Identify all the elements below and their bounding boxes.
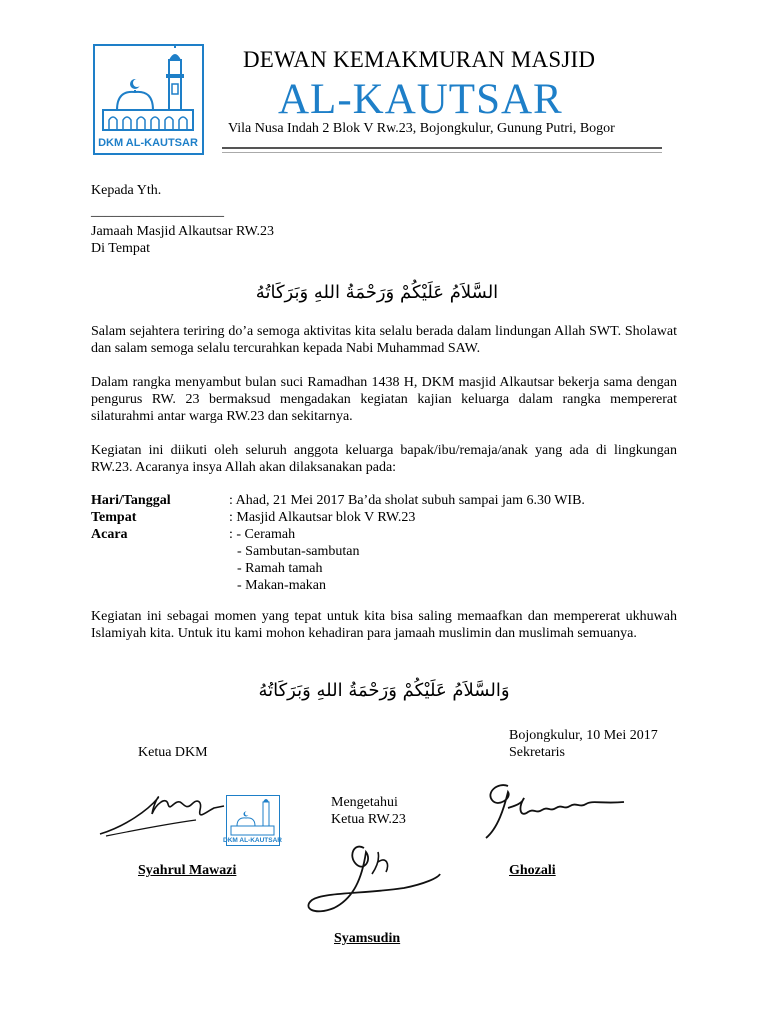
arabic-closing: وَالسَّلاَمُ عَلَيْكُمْ وَرَحْمَةُ اللهِ وَبَرَكَاتُهُ <box>258 680 510 701</box>
logo-caption: DKM AL-KAUTSAR <box>98 137 198 149</box>
paragraph-participants: Kegiatan ini diikuti oleh seluruh anggota keluarga bapak/ibu/remaja/anak yang ada di lingkungan RW.23. Acaranya insya Allah akan dilaksanakan pada: <box>91 443 677 475</box>
left-signer-title: Ketua DKM <box>138 745 208 760</box>
agenda-item: - Sambutan-sambutan <box>237 544 360 559</box>
dkm-stamp <box>223 795 282 846</box>
right-signer-name: Ghozali <box>509 863 556 878</box>
organization-logo <box>93 44 204 155</box>
agenda-item: - Ramah tamah <box>237 561 323 576</box>
organization-address: Vila Nusa Indah 2 Blok V Rw.23, Bojongkulur, Gunung Putri, Bogor <box>228 121 615 136</box>
center-signature <box>294 838 444 923</box>
recipient-salutation: Kepada Yth. <box>91 183 162 198</box>
recipient-blank-line: ___________________ <box>91 204 224 219</box>
organization-subtitle: DEWAN KEMAKMURAN MASJID <box>243 47 596 72</box>
detail-date-value: : Ahad, 21 Mei 2017 Ba’da sholat subuh sampai jam 6.30 WIB. <box>229 493 585 508</box>
agenda-item: - Makan-makan <box>237 578 327 593</box>
paragraph-purpose: Dalam rangka menyambut bulan suci Ramadhan 1438 H, DKM masjid Alkautsar bekerja sama dengan pengurus RW. 23 bermaksud mengadakan kegiatan kajian keluarga dalam rangka mempererat silaturahmi antar warga RW.23 dan sekitarnya. <box>91 375 677 424</box>
stamp-caption: DKM AL-KAUTSAR <box>223 837 282 844</box>
left-signer-name: Syahrul Mawazi <box>138 863 237 878</box>
recipient-place: Di Tempat <box>91 241 151 256</box>
detail-place-label: Tempat <box>91 510 137 525</box>
paragraph-opening: Salam sejahtera teriring do’a semoga aktivitas kita selalu berada dalam lindungan Allah SWT. Sholawat dan salam semoga selalu tercurahkan kepada Nabi Muhammad SAW. <box>91 324 677 356</box>
center-signer-title-2: Ketua RW.23 <box>331 812 406 827</box>
right-signer-title: Sekretaris <box>509 745 565 760</box>
left-signature <box>96 790 236 845</box>
header-divider <box>222 147 662 149</box>
right-signature <box>478 778 628 848</box>
detail-place-value: : Masjid Alkautsar blok V RW.23 <box>229 510 416 525</box>
detail-agenda-label: Acara <box>91 527 128 542</box>
agenda-item: : - Ceramah <box>229 527 296 542</box>
mosque-logo-graphic <box>95 46 202 153</box>
header-divider-thin <box>222 152 662 153</box>
center-signer-name: Syamsudin <box>334 931 401 946</box>
paragraph-closing: Kegiatan ini sebagai momen yang tepat untuk kita bisa saling memaafkan dan mempererat ukhuwah Islamiyah kita. Untuk itu kami mohon kehadiran para jamaah muslimin dan muslimah semuanya. <box>91 609 677 641</box>
stamp-mosque-graphic <box>223 796 282 844</box>
center-signer-title-1: Mengetahui <box>331 795 398 810</box>
organization-name: AL-KAUTSAR <box>278 76 563 123</box>
letter-date-place: Bojongkulur, 10 Mei 2017 <box>509 728 658 743</box>
arabic-greeting: السَّلاَمُ عَلَيْكُمْ وَرَحْمَةُ اللهِ وَبَرَكَاتُهُ <box>255 282 499 303</box>
recipient-name: Jamaah Masjid Alkautsar RW.23 <box>91 224 275 239</box>
detail-date-label: Hari/Tanggal <box>91 493 171 508</box>
